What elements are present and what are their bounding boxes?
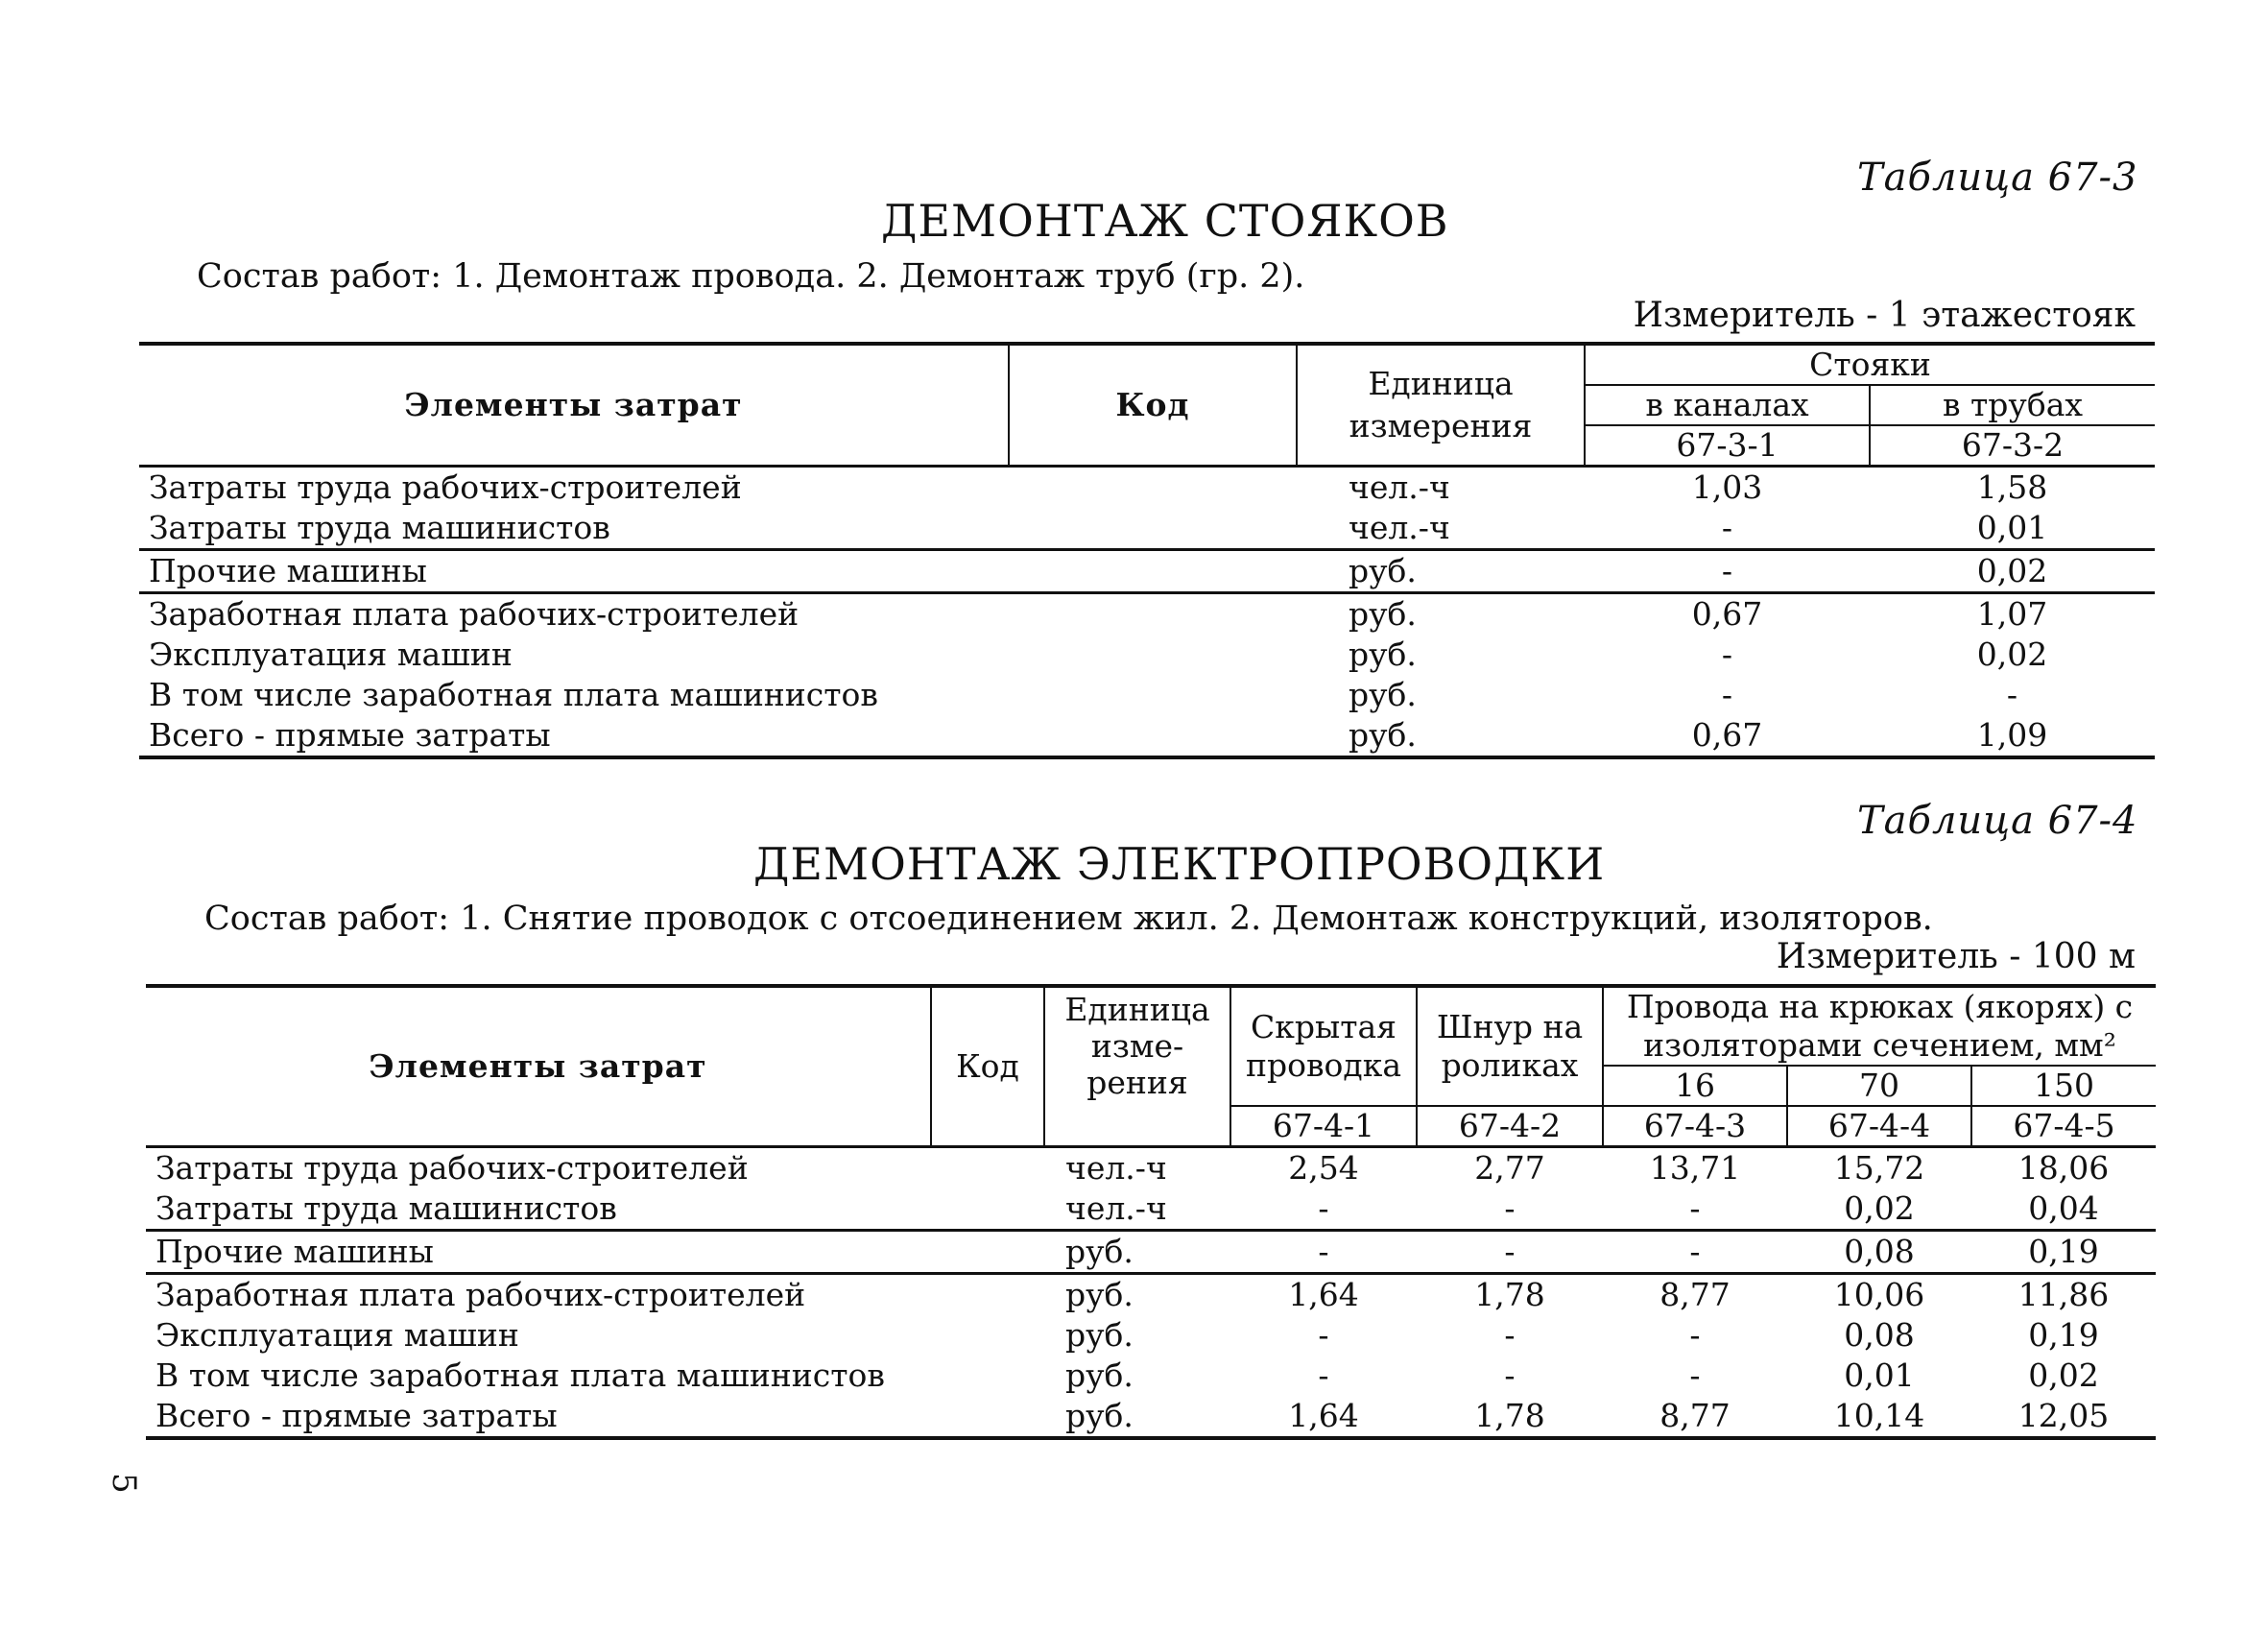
row-value: 10,06	[1833, 1276, 1925, 1313]
row-value: 0,67	[1691, 595, 1763, 633]
row-value: 0,19	[2028, 1316, 2099, 1354]
row-value: -	[1417, 1188, 1603, 1231]
header-code-67-4-3: 67-4-3	[1603, 1106, 1787, 1147]
header-unit: Единица изме-рения	[1044, 986, 1230, 1147]
table-row	[139, 593, 2155, 636]
row-unit: руб.	[1044, 1396, 1230, 1438]
row-unit: руб.	[1349, 676, 1417, 713]
row-value: 0,02	[2028, 1356, 2099, 1394]
header-section-70: 70	[1787, 1066, 1971, 1106]
row-unit: руб.	[1065, 1316, 1134, 1354]
header-section-150: 150	[1971, 1066, 2156, 1106]
row-value: -	[1603, 1188, 1787, 1231]
row-unit: руб.	[1297, 550, 1585, 593]
header-code-67-4-5: 67-4-5	[1971, 1106, 2156, 1147]
row-element: Затраты труда машинистов	[139, 508, 1009, 550]
header-code: Код	[931, 986, 1044, 1147]
row-value: -	[1417, 1231, 1603, 1274]
row-value: -	[1689, 1316, 1701, 1354]
header-cord-on-rollers: Шнур на роликах	[1417, 986, 1603, 1106]
table-row	[139, 467, 2155, 509]
table-row	[146, 1274, 2156, 1316]
row-unit: чел.-ч	[1349, 468, 1450, 506]
table-67-4-title: ДЕМОНТАЖ ЭЛЕКТРОПРОВОДКИ	[753, 838, 1606, 890]
row-element: Эксплуатация машин	[149, 636, 513, 673]
table-67-3-title: ДЕМОНТАЖ СТОЯКОВ	[881, 195, 1449, 247]
row-value: 0,01	[1844, 1356, 1915, 1394]
header-in-pipes: в трубах	[1870, 385, 2155, 425]
header-in-channels: в каналах	[1585, 385, 1870, 425]
row-value: 1,78	[1417, 1396, 1603, 1438]
row-unit: руб.	[1297, 715, 1585, 757]
row-value: 0,08	[1787, 1231, 1971, 1274]
row-value: 0,02	[1870, 550, 2155, 593]
row-element: В том числе заработная плата машинистов	[155, 1356, 885, 1394]
header-code-67-4-1: 67-4-1	[1230, 1106, 1417, 1147]
row-value: 0,19	[1971, 1231, 2156, 1274]
header-elements: Элементы затрат	[139, 344, 1009, 467]
row-value: 11,86	[2017, 1276, 2110, 1313]
header-code-67-4-4: 67-4-4	[1787, 1106, 1971, 1147]
row-value: 1,03	[1691, 468, 1763, 506]
row-element: Затраты труда машинистов	[146, 1188, 931, 1231]
table-row	[139, 508, 2155, 550]
table-row	[139, 550, 2155, 593]
row-value: 8,77	[1603, 1396, 1787, 1438]
table-row	[139, 715, 2155, 757]
row-value: 18,06	[2017, 1149, 2110, 1187]
page-number: 5	[104, 1473, 143, 1494]
header-hidden-wiring: Скрытая проводка	[1230, 986, 1417, 1106]
row-value: 1,64	[1230, 1396, 1417, 1438]
row-value: 1,78	[1474, 1276, 1545, 1313]
row-unit: руб.	[1065, 1276, 1134, 1313]
row-value: -	[1230, 1231, 1417, 1274]
row-value: 1,07	[1976, 595, 2048, 633]
row-value: -	[1230, 1188, 1417, 1231]
row-element: Всего - прямые затраты	[146, 1396, 931, 1438]
header-wires-on-hooks: Провода на крюках (якорях) с изоляторами сечением, мм²	[1603, 986, 2156, 1066]
row-value: -	[1318, 1316, 1329, 1354]
table-67-3	[139, 342, 2155, 759]
table-67-3-label: Таблица 67-3	[1857, 156, 2138, 200]
row-value: -	[1585, 508, 1870, 550]
header-code-67-3-2: 67-3-2	[1870, 425, 2155, 467]
row-value: -	[1689, 1356, 1701, 1394]
row-value: 10,14	[1787, 1396, 1971, 1438]
table-row	[139, 675, 2155, 715]
table-row	[146, 1396, 2156, 1438]
row-value: 2,77	[1474, 1149, 1545, 1187]
row-value: 8,77	[1659, 1276, 1731, 1313]
row-value: 0,01	[1870, 508, 2155, 550]
table-row	[146, 1231, 2156, 1274]
row-value: 1,58	[1976, 468, 2048, 506]
table-67-4-label: Таблица 67-4	[1857, 799, 2138, 843]
row-value: 13,71	[1649, 1149, 1741, 1187]
row-unit: руб.	[1349, 595, 1417, 633]
row-unit: чел.-ч	[1065, 1149, 1167, 1187]
row-value: 1,09	[1870, 715, 2155, 757]
row-element: Затраты труда рабочих-строителей	[155, 1149, 749, 1187]
row-value: -	[2006, 676, 2018, 713]
row-value: -	[1504, 1356, 1516, 1394]
row-element: Заработная плата рабочих-строителей	[155, 1276, 806, 1313]
table-67-4-measure: Измеритель - 100 м	[1776, 937, 2136, 976]
table-67-3-composition: Состав работ: 1. Демонтаж провода. 2. Демонтаж труб (гр. 2).	[197, 257, 1305, 296]
table-67-4-composition: Состав работ: 1. Снятие проводок с отсоединением жил. 2. Демонтаж конструкций, изоляторов.	[204, 900, 1933, 938]
table-67-3-measure: Измеритель - 1 этажестояк	[1633, 296, 2136, 335]
row-value: -	[1585, 550, 1870, 593]
row-element: В том числе заработная плата машинистов	[149, 676, 878, 713]
header-elements: Элементы затрат	[146, 986, 931, 1147]
table-row	[146, 1315, 2156, 1356]
row-unit: руб.	[1065, 1356, 1134, 1394]
row-element: Затраты труда рабочих-строителей	[149, 468, 742, 506]
row-value: -	[1721, 676, 1733, 713]
row-value: -	[1318, 1356, 1329, 1394]
row-unit: чел.-ч	[1044, 1188, 1230, 1231]
row-element: Прочие машины	[146, 1231, 931, 1274]
header-code-67-4-2: 67-4-2	[1417, 1106, 1603, 1147]
table-67-4	[146, 984, 2156, 1440]
row-value: 0,08	[1844, 1316, 1915, 1354]
row-value: 1,64	[1288, 1276, 1359, 1313]
row-element: Эксплуатация машин	[155, 1316, 519, 1354]
header-group-risers: Стояки	[1585, 344, 2155, 385]
row-element: Заработная плата рабочих-строителей	[149, 595, 800, 633]
row-value: -	[1603, 1231, 1787, 1274]
row-value: 15,72	[1833, 1149, 1925, 1187]
table-row	[146, 1188, 2156, 1231]
row-value: 0,02	[1787, 1188, 1971, 1231]
row-value: -	[1504, 1316, 1516, 1354]
row-value: 0,02	[1976, 636, 2048, 673]
table-row	[139, 635, 2155, 675]
header-code-67-3-1: 67-3-1	[1585, 425, 1870, 467]
row-unit: руб.	[1044, 1231, 1230, 1274]
row-element: Всего - прямые затраты	[139, 715, 1009, 757]
row-value: -	[1721, 636, 1733, 673]
row-unit: чел.-ч	[1297, 508, 1585, 550]
table-row	[146, 1147, 2156, 1189]
header-section-16: 16	[1603, 1066, 1787, 1106]
row-element: Прочие машины	[139, 550, 1009, 593]
row-value: 0,67	[1585, 715, 1870, 757]
header-unit: Единица измерения	[1297, 344, 1585, 467]
row-unit: руб.	[1349, 636, 1417, 673]
row-value: 2,54	[1288, 1149, 1359, 1187]
table-row	[146, 1356, 2156, 1396]
header-code: Код	[1009, 344, 1297, 467]
row-value: 12,05	[1971, 1396, 2156, 1438]
row-value: 0,04	[1971, 1188, 2156, 1231]
